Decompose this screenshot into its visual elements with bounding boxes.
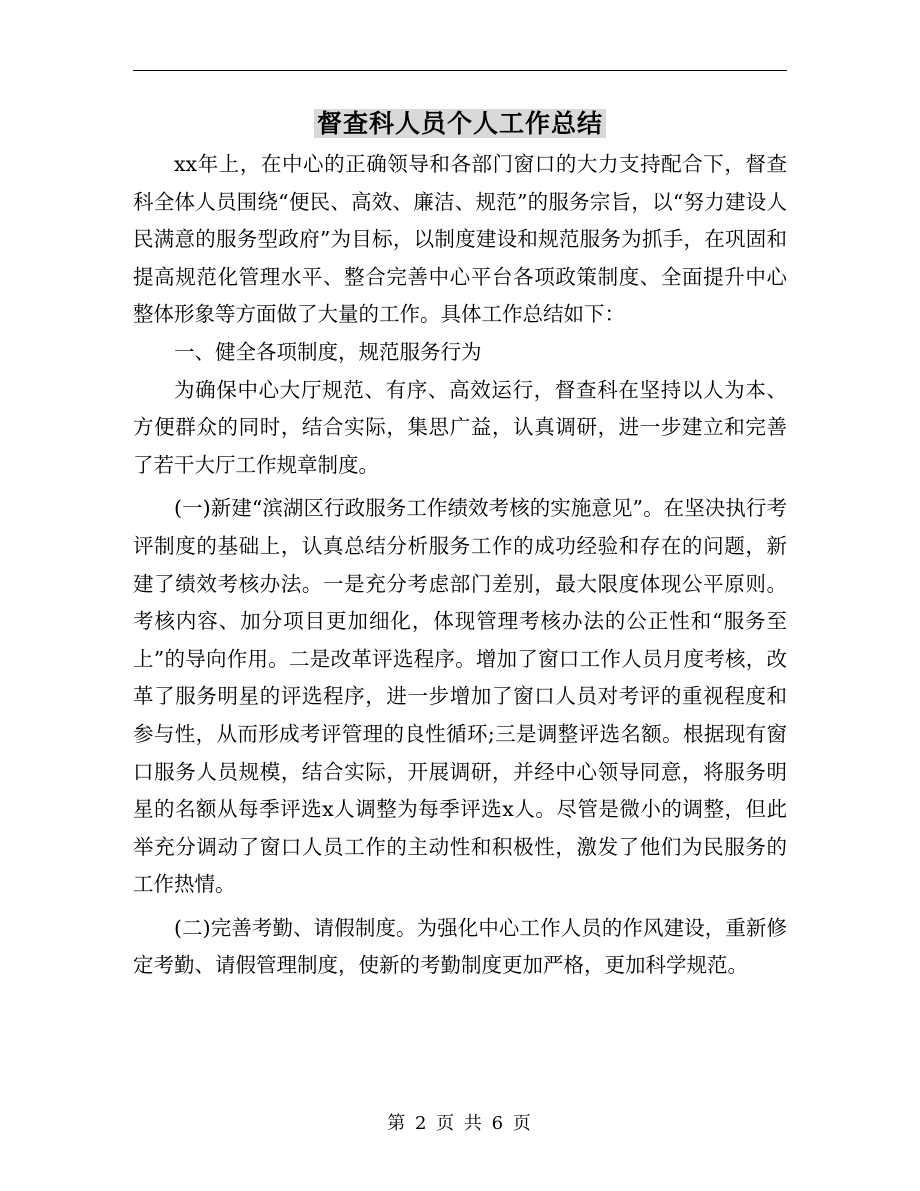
document-title-text: 督查科人员个人工作总结 — [314, 109, 606, 138]
section-heading: 一、健全各项制度，规范服务行为 — [174, 339, 482, 364]
paragraph-item-two: (二)完善考勤、请假制度。为强化中心工作人员的作风建设，重新修定考勤、请假管理制度，使新的考勤制度更加严格，更加科学规范。 — [133, 915, 787, 978]
paragraph-intro: xx年上，在中心的正确领导和各部门窗口的大力支持配合下，督查科全体人员围绕“便民、高效、廉洁、规范”的服务宗旨，以“努力建设人民满意的服务型政府”为目标，以制度建设和规范服务为抓手，在巩固和提高规范化管理水平、整合完善中心平台各项政策制度、全面提升中心整体形象等方面做了大量的工作。具体工作总结如下： — [133, 152, 787, 327]
page-number-footer: 第 2 页 共 6 页 — [387, 1113, 533, 1134]
header-rule — [133, 70, 787, 71]
paragraph-section-intro: 为确保中心大厅规范、有序、高效运行，督查科在坚持以人为本、方便群众的同时，结合实际，集思广益，认真调研，进一步建立和完善了若干大厅工作规章制度。 — [133, 377, 787, 477]
document-body — [133, 146, 787, 985]
paragraph-item-one: (一)新建“滨湖区行政服务工作绩效考核的实施意见”。在坚决执行考评制度的基础上，认真总结分析服务工作的成功经验和存在的问题，新建了绩效考核办法。一是充分考虑部门差别，最大限度体现公平原则。考核内容、加分项目更加细化，体现管理考核办法的公正性和“服务至上”的导向作用。二是改革评选程序。增加了窗口工作人员月度考核，改革了服务明星的评选程序，进一步增加了窗口人员对考评的重视程度和参与性，从而形成考评管理的良性循环;三是调整评选名额。根据现有窗口服务人员规模，结合实际，开展调研，并经中心领导同意，将服务明星的名额从每季评选x人调整为每季评选x人。尽管是微小的调整，但此举充分调动了窗口人员工作的主动性和积极性，激发了他们为民服务的工作热情。 — [133, 496, 787, 897]
document-title — [0, 106, 920, 142]
